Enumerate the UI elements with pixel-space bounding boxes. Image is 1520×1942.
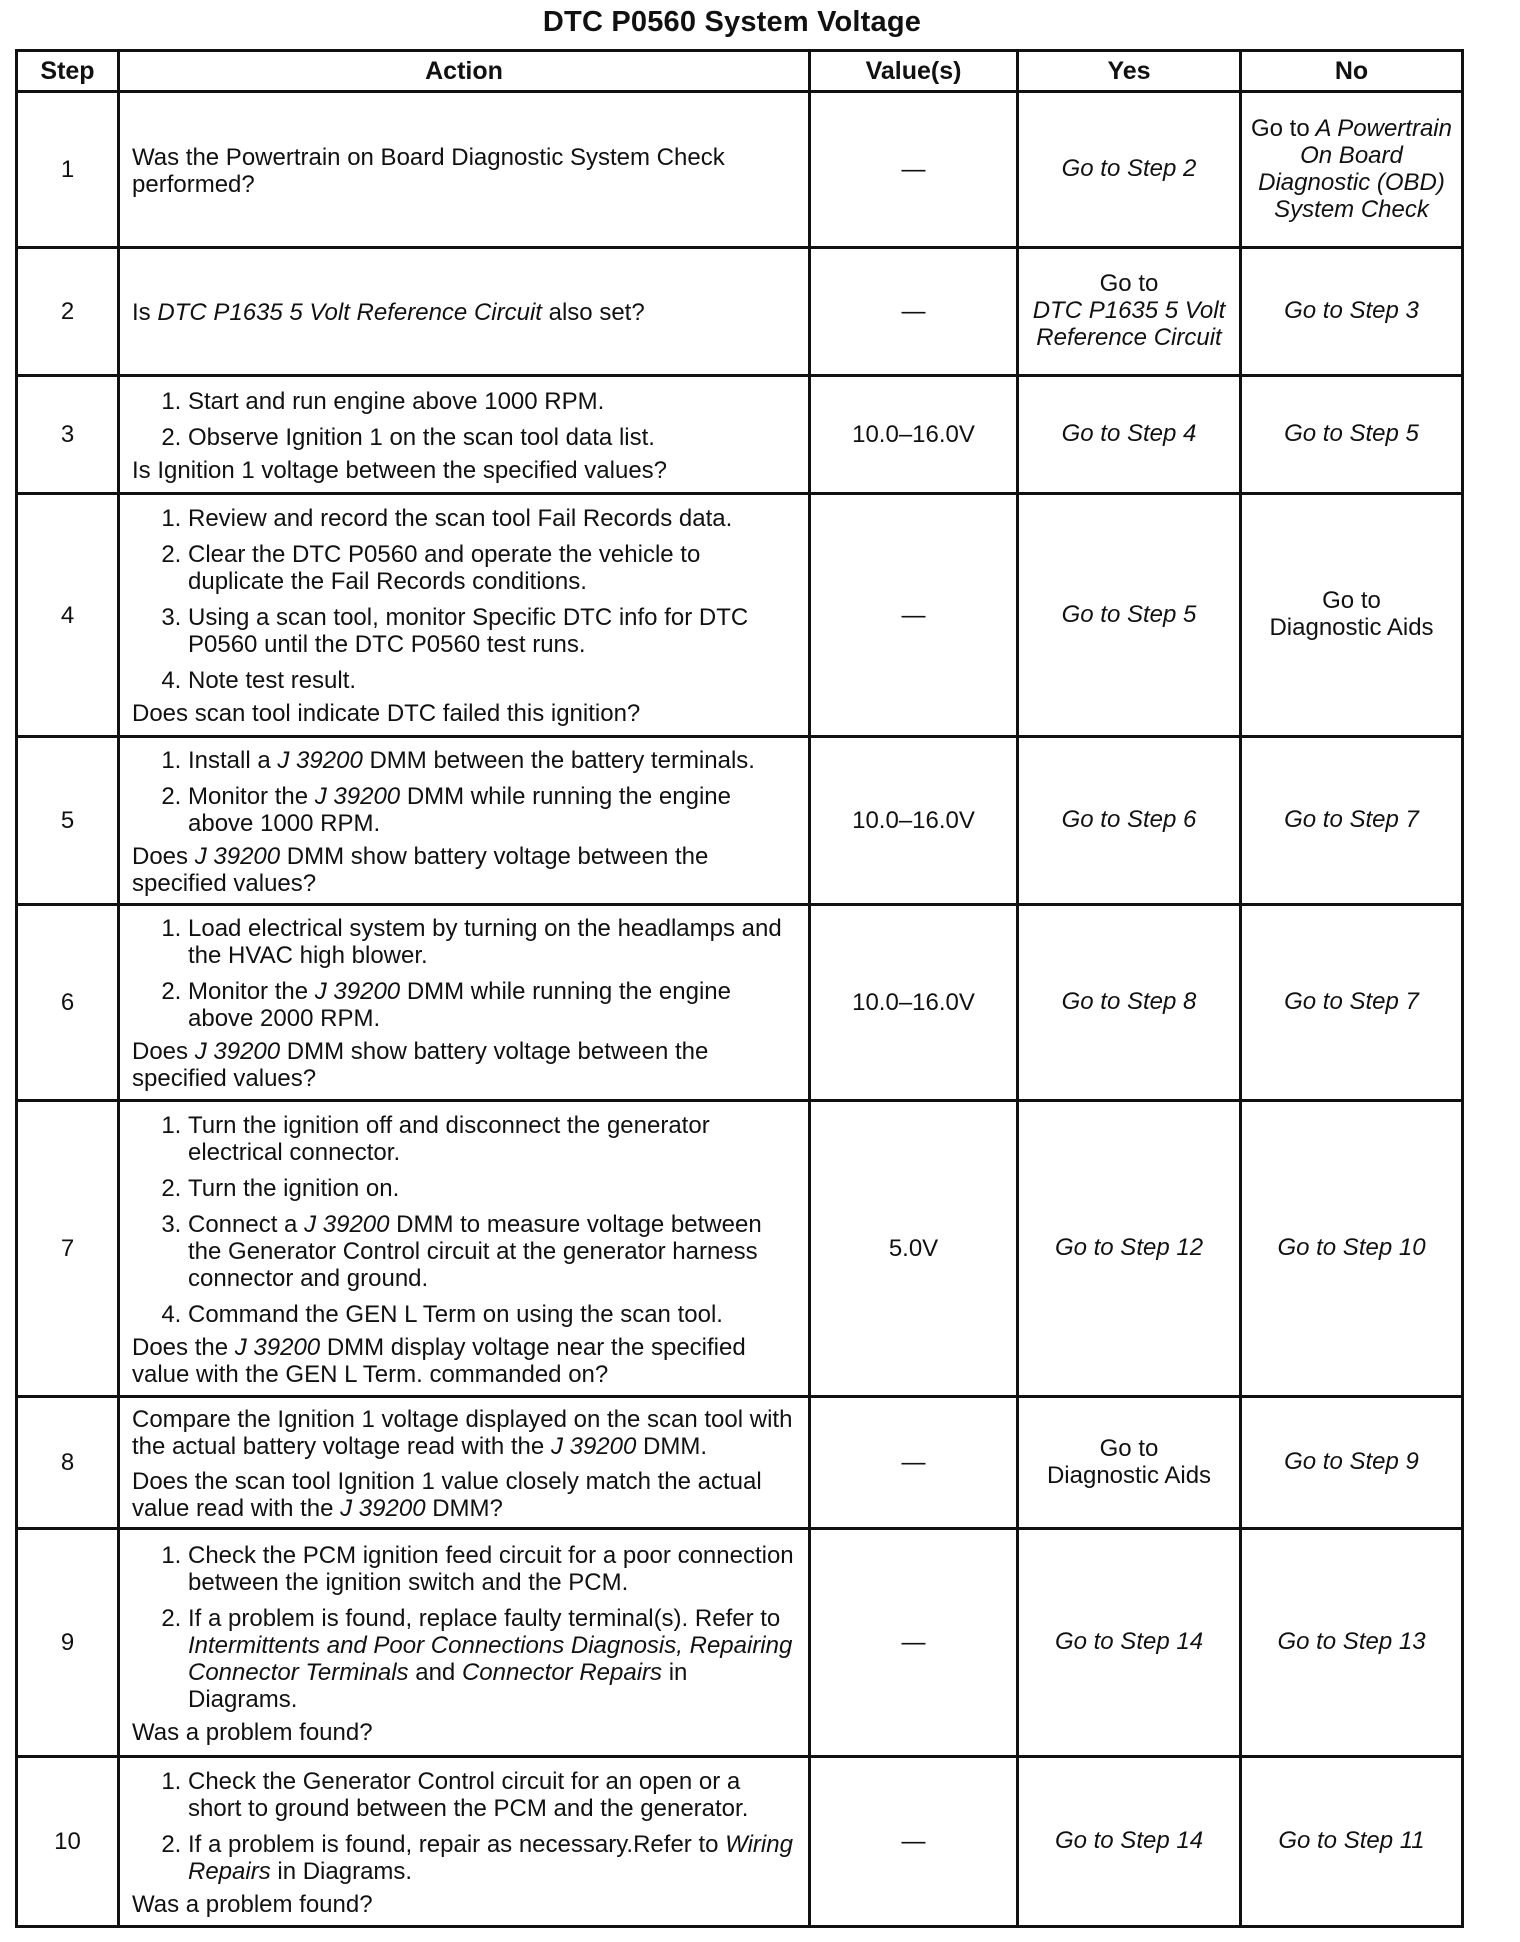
action-item: 2. Turn the ignition on. xyxy=(188,1175,800,1202)
action-list xyxy=(132,388,800,451)
value-cell: 10.0–16.0V xyxy=(810,376,1018,494)
text-span: DMM show battery voltage between the specified values? xyxy=(132,1038,709,1092)
text-span: also set? xyxy=(548,299,645,326)
text-span: If a problem is found, replace faulty terminal(s). Refer to xyxy=(188,1604,781,1632)
text-span: Monitor the xyxy=(188,978,309,1005)
tool-reference: J 39200 xyxy=(277,746,363,774)
step-number: 3 xyxy=(17,376,119,494)
no-cell: Go to Step 5 xyxy=(1241,376,1463,494)
action-paragraph xyxy=(132,1406,800,1460)
action-cell xyxy=(119,1757,810,1927)
no-prefix: Go to xyxy=(1251,114,1310,142)
action-item xyxy=(188,1211,800,1292)
yes-cell: Go to Step 4 xyxy=(1018,376,1241,494)
action-item: 4. Command the GEN L Term on using the scan tool. xyxy=(188,1301,800,1328)
text-span: Does xyxy=(132,1038,189,1065)
header-yes: Yes xyxy=(1018,51,1241,92)
value-cell: — xyxy=(810,1397,1018,1529)
dtc-reference: DTC P1635 5 Volt Reference Circuit xyxy=(157,299,542,326)
diagnostic-table xyxy=(15,49,1464,1928)
yes-cell: Go to Step 2 xyxy=(1018,92,1241,248)
action-cell xyxy=(119,1529,810,1757)
yes-cell: Go to Step 6 xyxy=(1018,737,1241,905)
action-cell xyxy=(119,376,810,494)
action-item: 1. Check the PCM ignition feed circuit for a poor connection between the ignition switch and the PCM. xyxy=(188,1542,800,1596)
no-link-text: A Powertrain On Board Diagnostic (OBD) System Check xyxy=(1258,114,1452,223)
value-cell: 5.0V xyxy=(810,1101,1018,1397)
tool-reference: J 39200 xyxy=(314,782,401,810)
no-cell: Go to Step 11 xyxy=(1241,1757,1463,1927)
no-cell xyxy=(1241,494,1463,737)
value-cell: — xyxy=(810,92,1018,248)
step-number: 2 xyxy=(17,248,119,376)
action-item xyxy=(188,783,800,837)
table-row xyxy=(17,494,1463,737)
value-cell: 10.0–16.0V xyxy=(810,905,1018,1101)
header-values: Value(s) xyxy=(810,51,1018,92)
action-list xyxy=(132,1542,800,1713)
action-question xyxy=(132,843,800,897)
action-item: 3. Using a scan tool, monitor Specific DTC info for DTC P0560 until the DTC P0560 test runs. xyxy=(188,604,800,658)
action-question: Was a problem found? xyxy=(132,1718,373,1746)
tool-reference: J 39200 xyxy=(304,1210,390,1238)
tool-reference: J 39200 xyxy=(194,1038,281,1065)
action-cell xyxy=(119,1397,810,1529)
text-span: DMM. xyxy=(643,1432,707,1460)
tool-reference: J 39200 xyxy=(234,1333,321,1361)
action-cell xyxy=(119,905,810,1101)
action-question xyxy=(132,299,800,326)
no-cell: Go to Step 7 xyxy=(1241,737,1463,905)
value-cell: — xyxy=(810,1757,1018,1927)
step-number: 10 xyxy=(17,1757,119,1927)
value-cell: — xyxy=(810,494,1018,737)
action-list xyxy=(132,1768,800,1885)
text-span: DMM? xyxy=(432,1494,503,1522)
action-item: 1. Review and record the scan tool Fail Records data. xyxy=(188,505,800,532)
no-cell: Go to Step 10 xyxy=(1241,1101,1463,1397)
action-item: 2. Clear the DTC P0560 and operate the vehicle to duplicate the Fail Records conditions. xyxy=(188,541,800,595)
no-cell: Go to Step 3 xyxy=(1241,248,1463,376)
manual-reference: Connector Repairs xyxy=(461,1658,663,1686)
page-title: DTC P0560 System Voltage xyxy=(542,6,922,38)
action-question: Was the Powertrain on Board Diagnostic System Check performed? xyxy=(132,143,725,198)
tool-reference: J 39200 xyxy=(194,842,281,870)
action-item: 1. Start and run engine above 1000 RPM. xyxy=(188,388,800,415)
action-item: 1. Load electrical system by turning on the headlamps and the HVAC high blower. xyxy=(188,915,800,969)
text-span: Install a xyxy=(188,746,271,774)
text-span: Does xyxy=(132,842,189,870)
text-span: Monitor the xyxy=(188,782,309,810)
step-number: 4 xyxy=(17,494,119,737)
text-span: in Diagrams. xyxy=(277,1857,413,1885)
step-number: 9 xyxy=(17,1529,119,1757)
table-row xyxy=(17,248,1463,376)
action-question xyxy=(132,1334,800,1388)
yes-prefix: Go to xyxy=(1099,270,1159,297)
yes-cell: Go to Step 5 xyxy=(1018,494,1241,737)
action-item xyxy=(188,978,800,1032)
table-row xyxy=(17,1101,1463,1397)
action-cell xyxy=(119,494,810,737)
text-span: Compare the Ignition 1 voltage displayed on the scan tool with the actual battery voltage read with the xyxy=(132,1405,793,1460)
action-question xyxy=(132,1468,800,1522)
step-number: 1 xyxy=(17,92,119,248)
text-span: and xyxy=(415,1658,456,1686)
table-row xyxy=(17,1397,1463,1529)
tool-reference: J 39200 xyxy=(550,1432,637,1460)
yes-line: Diagnostic Aids xyxy=(1046,1461,1212,1489)
text-span: Connect a xyxy=(188,1210,298,1238)
action-question: Was a problem found? xyxy=(132,1890,373,1918)
yes-cell: Go to Step 14 xyxy=(1018,1757,1241,1927)
text-span: DMM between the battery terminals. xyxy=(369,746,755,774)
table-row xyxy=(17,737,1463,905)
action-question: Does scan tool indicate DTC failed this ignition? xyxy=(132,700,641,727)
text-span: DMM display voltage near the specified value with the GEN L Term. commanded on? xyxy=(132,1333,746,1388)
yes-link-text: DTC P1635 5 Volt Reference Circuit xyxy=(1032,297,1226,351)
value-cell: — xyxy=(810,1529,1018,1757)
header-step: Step xyxy=(17,51,119,92)
action-item xyxy=(188,747,800,774)
yes-cell: Go to Step 12 xyxy=(1018,1101,1241,1397)
manual-reference: Intermittents and Poor Connections Diagnosis, xyxy=(188,1631,683,1659)
tool-reference: J 39200 xyxy=(340,1494,426,1522)
no-line: Diagnostic Aids xyxy=(1269,614,1434,641)
header-row xyxy=(17,51,1463,92)
action-list xyxy=(132,747,800,837)
action-question xyxy=(132,1038,800,1092)
text-span: Does the xyxy=(132,1333,229,1361)
value-cell: 10.0–16.0V xyxy=(810,737,1018,905)
action-question: Is Ignition 1 voltage between the specified values? xyxy=(132,456,668,484)
step-number: 5 xyxy=(17,737,119,905)
action-cell xyxy=(119,1101,810,1397)
action-item: 2. Observe Ignition 1 on the scan tool data list. xyxy=(188,424,800,451)
action-item xyxy=(188,1605,800,1713)
manual-reference: Wiring Repairs xyxy=(188,1830,793,1885)
text-span: DMM while running the engine above 2000 RPM. xyxy=(188,978,731,1032)
manual-reference: Repairing Connector Terminals xyxy=(188,1631,793,1686)
action-item: 4. Note test result. xyxy=(188,667,800,694)
text-span: in Diagrams. xyxy=(188,1658,688,1713)
tool-reference: J 39200 xyxy=(314,978,401,1005)
no-cell: Go to Step 9 xyxy=(1241,1397,1463,1529)
text-span: Is xyxy=(132,299,151,326)
text-span: If a problem is found, repair as necessary.Refer to xyxy=(188,1830,719,1858)
action-item: 1. Check the Generator Control circuit for an open or a short to ground between the PCM and the generator. xyxy=(188,1768,800,1822)
action-cell xyxy=(119,92,810,248)
no-cell: Go to Step 13 xyxy=(1241,1529,1463,1757)
table-row xyxy=(17,1757,1463,1927)
step-number: 6 xyxy=(17,905,119,1101)
yes-cell xyxy=(1018,248,1241,376)
no-cell: Go to Step 7 xyxy=(1241,905,1463,1101)
header-action: Action xyxy=(119,51,810,92)
table-row xyxy=(17,905,1463,1101)
action-list xyxy=(132,1112,800,1328)
no-line: Go to xyxy=(1322,587,1381,614)
action-item: 1. Turn the ignition off and disconnect the generator electrical connector. xyxy=(188,1112,800,1166)
text-span: DMM while running the engine above 1000 RPM. xyxy=(188,782,731,837)
text-span: Does the scan tool Ignition 1 value closely match the actual value read with the xyxy=(132,1467,762,1522)
value-cell: — xyxy=(810,248,1018,376)
action-list xyxy=(132,915,800,1032)
table-row xyxy=(17,376,1463,494)
yes-cell xyxy=(1018,1397,1241,1529)
table-row xyxy=(17,92,1463,248)
text-span: DMM show battery voltage between the specified values? xyxy=(132,842,709,897)
no-cell xyxy=(1241,92,1463,248)
text-span: DMM to measure voltage between the Generator Control circuit at the generator harness connector and ground. xyxy=(188,1210,762,1292)
yes-cell: Go to Step 14 xyxy=(1018,1529,1241,1757)
action-list xyxy=(132,505,800,694)
table-row xyxy=(17,1529,1463,1757)
step-number: 8 xyxy=(17,1397,119,1529)
action-cell xyxy=(119,248,810,376)
action-item xyxy=(188,1831,800,1885)
yes-cell: Go to Step 8 xyxy=(1018,905,1241,1101)
header-no: No xyxy=(1241,51,1463,92)
yes-line: Go to xyxy=(1099,1434,1159,1462)
action-cell xyxy=(119,737,810,905)
step-number: 7 xyxy=(17,1101,119,1397)
